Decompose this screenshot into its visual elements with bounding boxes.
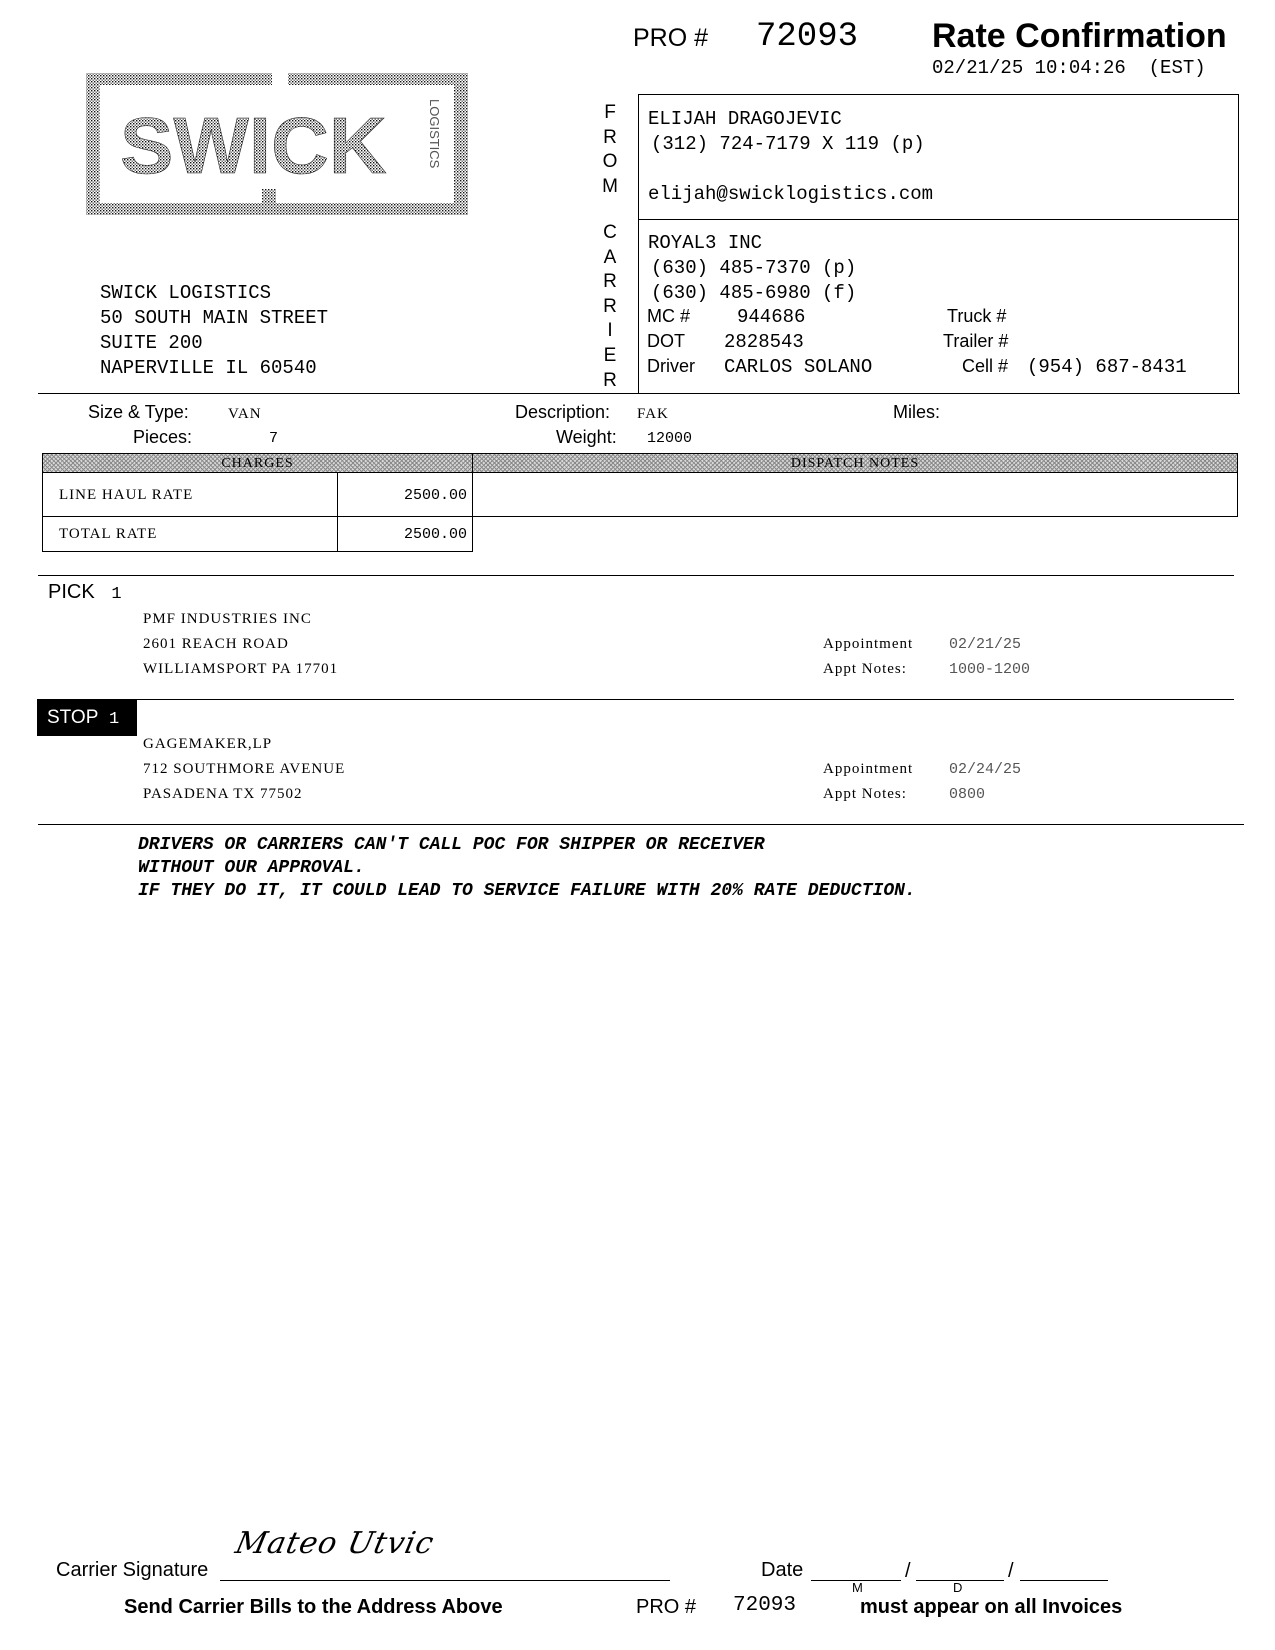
carrier-signature: Mateo Utvic: [232, 1526, 438, 1561]
from-letter: R: [603, 126, 617, 148]
cell-label: Cell #: [962, 356, 1009, 376]
driver-name: CARLOS SOLANO: [724, 356, 873, 378]
charge-label: TOTAL RATE: [59, 526, 158, 542]
carrier-letter: R: [603, 369, 617, 391]
truck-label: Truck #: [947, 306, 1007, 326]
notice-rule: [38, 824, 1244, 825]
notice-line: IF THEY DO IT, IT COULD LEAD TO SERVICE FAILURE WITH 20% RATE DEDUCTION.: [138, 881, 916, 901]
charges-header: [42, 453, 473, 473]
bills-notice: Send Carrier Bills to the Address Above: [124, 1596, 503, 1618]
stop-notes-value: 0800: [949, 786, 986, 803]
page-title: Rate Confirmation: [932, 17, 1227, 55]
month-hint: M: [852, 1580, 863, 1595]
pick-number: 1: [111, 585, 122, 604]
carrier-letter: E: [603, 344, 617, 366]
charge-label: LINE HAUL RATE: [59, 487, 194, 503]
charge-row-label-cell: [42, 516, 338, 552]
mc-label: MC #: [647, 306, 691, 326]
company-suite: SUITE 200: [100, 332, 203, 354]
carrier-phone: (630) 485-7370 (p): [651, 257, 857, 279]
pick-name: PMF INDUSTRIES INC: [143, 611, 312, 627]
dispatch-notes-header-label: DISPATCH NOTES: [790, 456, 920, 471]
stop-notes-label: Appt Notes:: [823, 786, 907, 802]
footer-pro-number: 72093: [733, 1594, 797, 1617]
box-divider: [639, 219, 1238, 220]
carrier-letter: R: [603, 271, 617, 293]
from-letter: F: [604, 102, 616, 123]
day-hint: D: [953, 1580, 963, 1595]
from-phone: (312) 724-7179 X 119 (p): [651, 133, 925, 155]
stop-appt-value: 02/24/25: [949, 761, 1022, 778]
carrier-letter: A: [603, 246, 617, 268]
dispatch-notes-header: [472, 453, 1238, 473]
logo-main-text: SWICK: [120, 101, 387, 190]
dispatch-notes-body: [472, 472, 1238, 517]
carrier-letter: C: [603, 222, 617, 243]
stop-city: PASADENA TX 77502: [143, 786, 303, 802]
driver-label: Driver: [647, 356, 695, 376]
dot-number: 2828543: [724, 331, 804, 353]
size-type-value: VAN: [228, 406, 262, 422]
pick-notes-label: Appt Notes:: [823, 661, 907, 677]
dot-label: DOT: [647, 331, 685, 351]
footer-pro-label: PRO #: [636, 1596, 697, 1618]
header-rule: [38, 393, 1240, 394]
pick-appt-label: Appointment: [823, 636, 914, 652]
pick-city: WILLIAMSPORT PA 17701: [143, 661, 339, 677]
company-name: SWICK LOGISTICS: [100, 282, 272, 304]
trailer-label: Trailer #: [943, 331, 1009, 351]
company-street: 50 SOUTH MAIN STREET: [100, 307, 329, 329]
date-label: Date: [761, 1559, 804, 1581]
signature-line[interactable]: [220, 1580, 670, 1581]
stop-rule: [38, 699, 1234, 700]
from-name: ELIJAH DRAGOJEVIC: [648, 108, 842, 130]
from-vertical-label: [599, 101, 621, 199]
charge-amount: 2500.00: [403, 526, 467, 543]
pick-rule: [38, 575, 1234, 576]
company-logo: [82, 69, 472, 219]
timestamp: [932, 57, 1206, 79]
pieces-value: 7: [269, 430, 279, 447]
charge-amount: 2500.00: [403, 487, 467, 504]
invoice-notice: must appear on all Invoices: [860, 1596, 1123, 1618]
date-year-line[interactable]: [1020, 1580, 1108, 1581]
pro-label: PRO #: [633, 24, 709, 52]
pro-number: 72093: [756, 18, 859, 56]
stop-number: 1: [108, 710, 120, 729]
charges-header-label: CHARGES: [221, 456, 294, 471]
logo-side-text: LOGISTICS: [427, 99, 442, 169]
notice-line: DRIVERS OR CARRIERS CAN'T CALL POC FOR SHIPPER OR RECEIVER: [138, 835, 765, 855]
charge-row-amount-cell: [337, 472, 473, 517]
from-letter: M: [602, 175, 618, 197]
contact-box: [638, 94, 1239, 394]
carrier-vertical-label: [599, 221, 621, 393]
charge-row-amount-cell: [337, 516, 473, 552]
weight-label: Weight:: [556, 427, 617, 447]
pick-label: PICK: [48, 581, 95, 603]
carrier-letter: R: [603, 295, 617, 317]
cell-number: (954) 687-8431: [1027, 356, 1187, 378]
date-separator: /: [1008, 1560, 1014, 1582]
pieces-label: Pieces:: [133, 427, 193, 447]
pick-street: 2601 REACH ROAD: [143, 636, 289, 652]
pick-heading: [48, 581, 122, 604]
from-letter: O: [602, 151, 618, 173]
charge-row-label-cell: [42, 472, 338, 517]
notice-line: WITHOUT OUR APPROVAL.: [138, 858, 365, 878]
stop-heading: [37, 699, 137, 736]
from-email[interactable]: elijah@swicklogistics.com: [648, 183, 934, 205]
stop-name: GAGEMAKER,LP: [143, 736, 273, 752]
timezone: (EST): [1148, 57, 1206, 79]
pick-notes-value: 1000-1200: [949, 661, 1031, 678]
stop-label: STOP: [47, 707, 99, 728]
carrier-letter: I: [607, 320, 613, 342]
date-separator: /: [905, 1560, 911, 1582]
description-label: Description:: [515, 402, 611, 422]
stop-appt-label: Appointment: [823, 761, 914, 777]
mc-number: 944686: [737, 306, 806, 328]
description-value: FAK: [637, 406, 669, 422]
timestamp-value: 02/21/25 10:04:26: [932, 57, 1126, 79]
miles-label: Miles:: [893, 402, 941, 422]
pick-appt-value: 02/21/25: [949, 636, 1022, 653]
company-city: NAPERVILLE IL 60540: [100, 357, 317, 379]
signature-label: Carrier Signature: [56, 1559, 209, 1581]
carrier-fax: (630) 485-6980 (f): [651, 282, 857, 304]
weight-value: 12000: [647, 430, 693, 447]
stop-street: 712 SOUTHMORE AVENUE: [143, 761, 346, 777]
carrier-name: ROYAL3 INC: [648, 232, 763, 254]
size-type-label: Size & Type:: [88, 402, 189, 422]
